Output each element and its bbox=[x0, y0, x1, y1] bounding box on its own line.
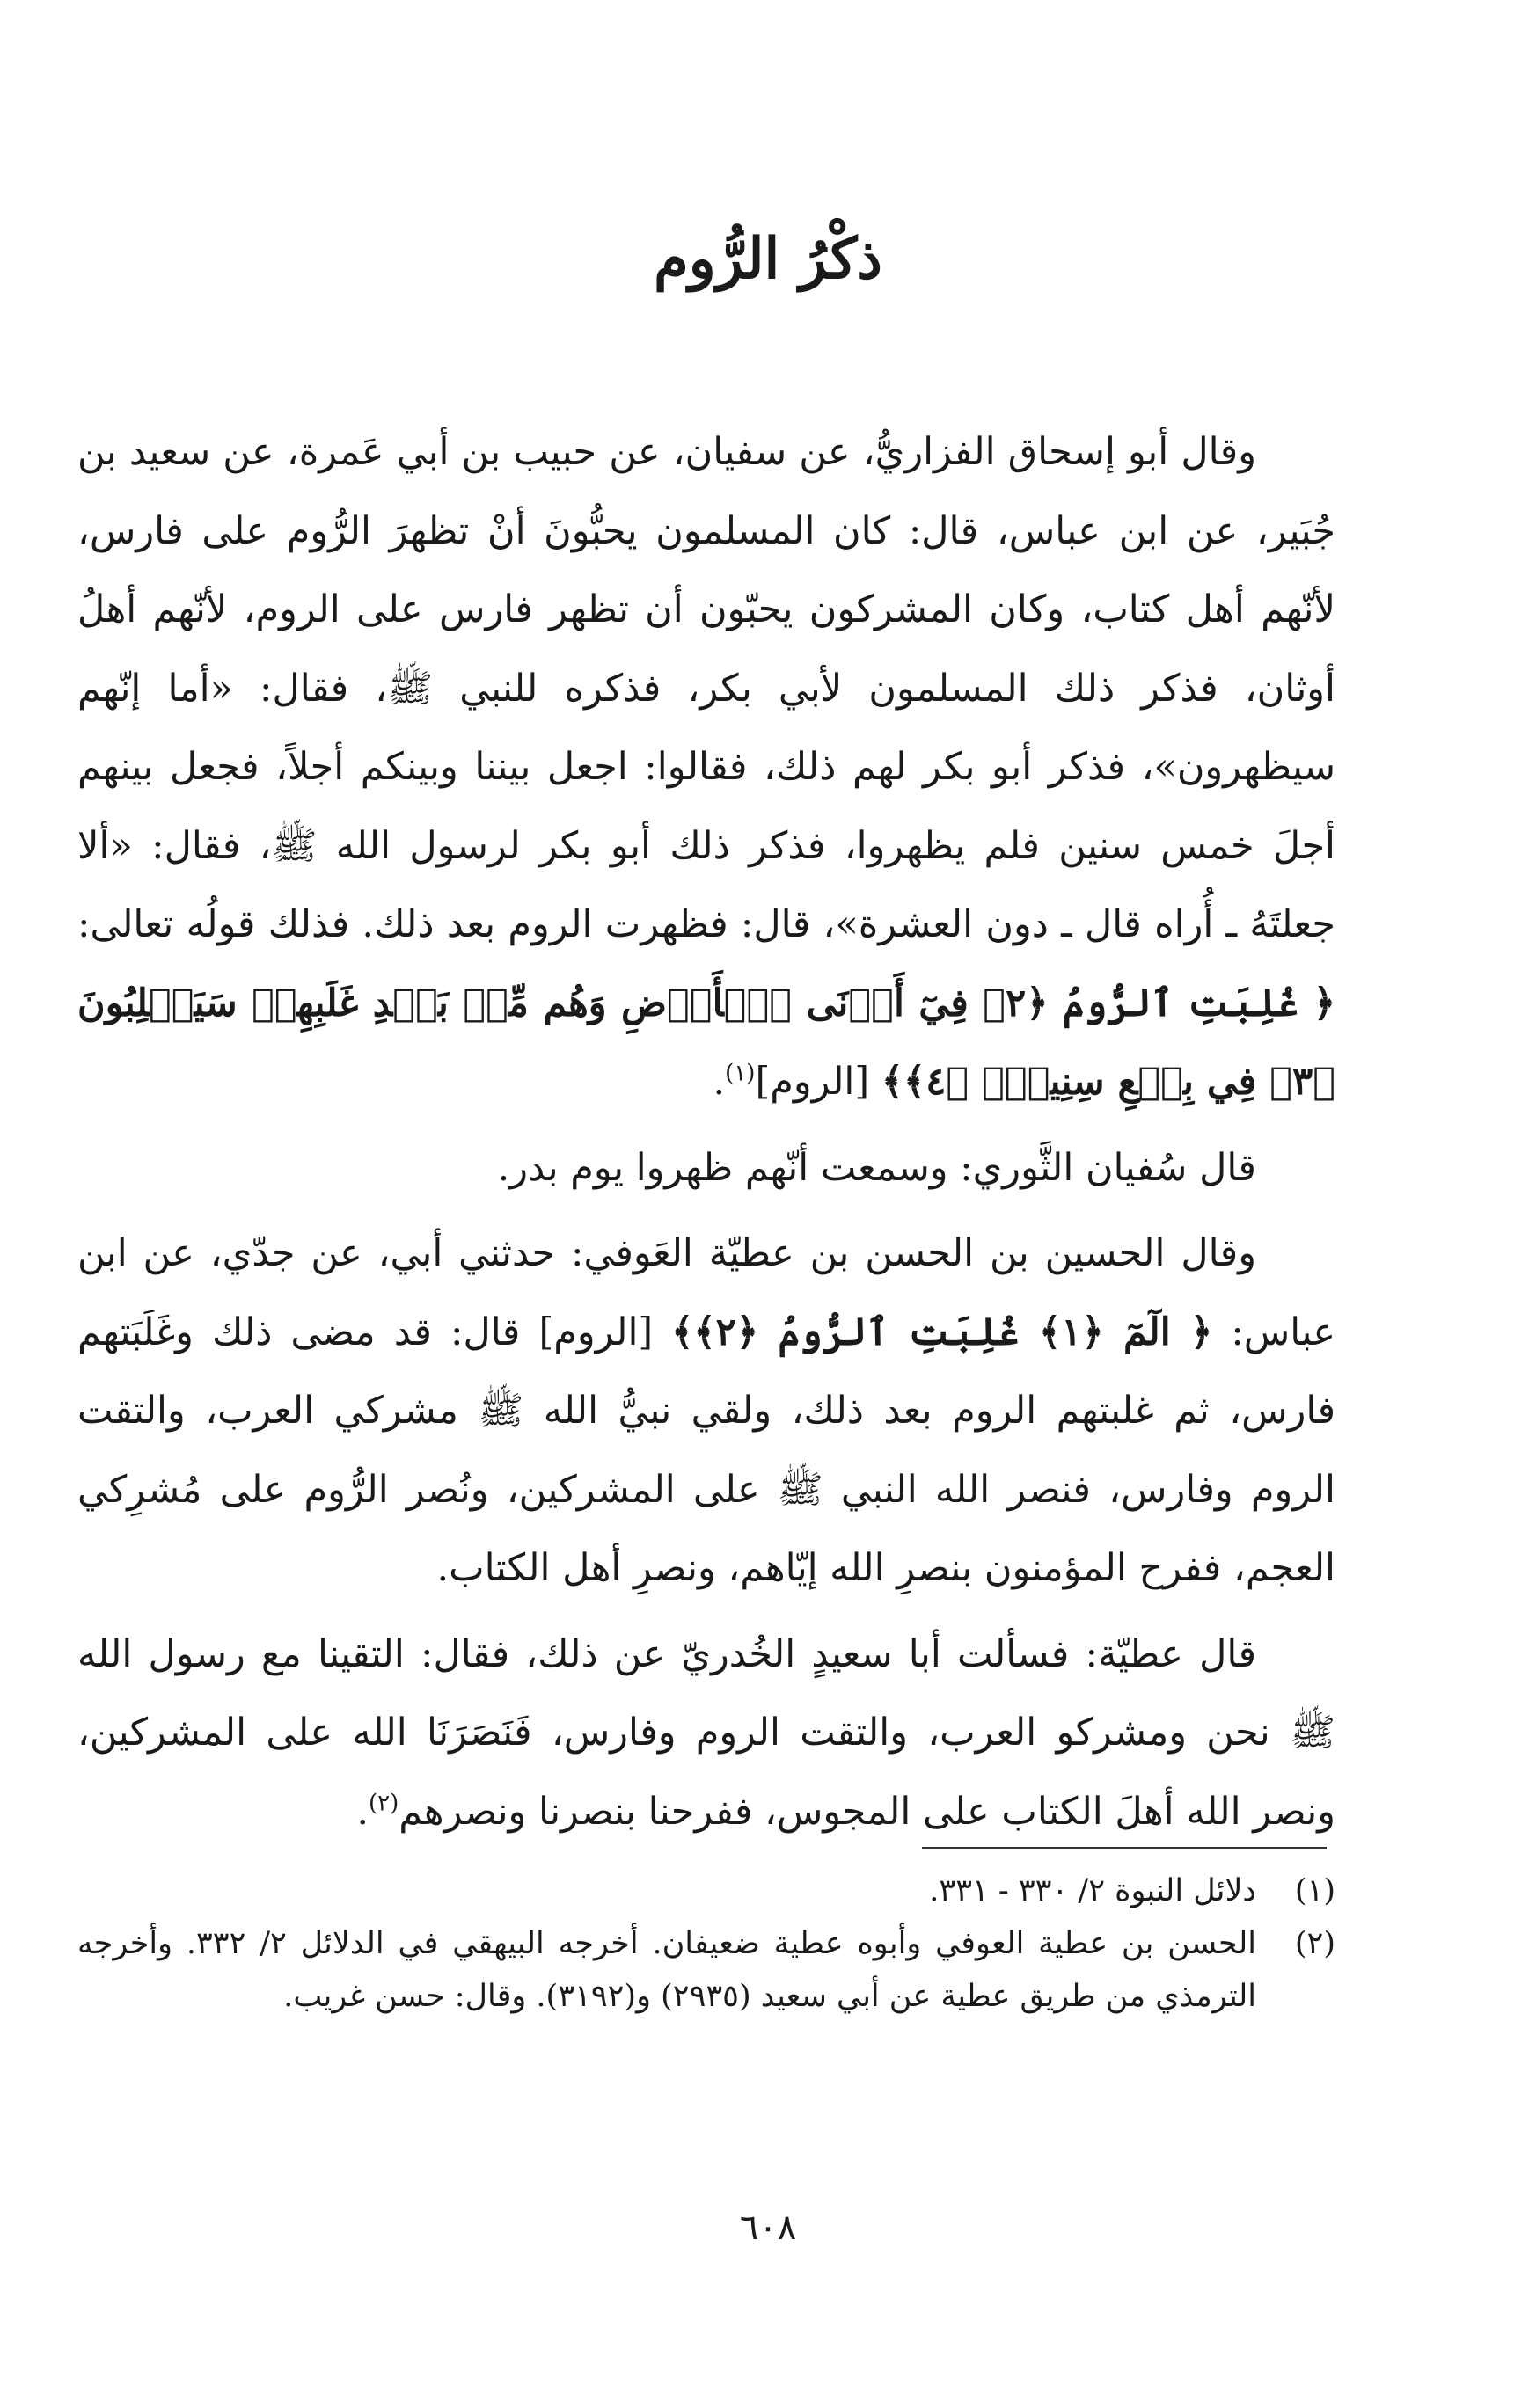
paragraph-1: وقال أبو إسحاق الفزاريُّ، عن سفيان، عن حبيب بن أبي عَمرة، عن سعيد بن جُبَير، عن ابن عباس، قال: كان المسلمون يحبُّونَ أنْ تظهرَ الرُّوم على فارس، لأنّهم أهل كتاب، وكان المشركون يحبّون أن تظهر فارس على الروم، لأنّهم أهلُ أوثان، فذكر ذلك المسلمون لأبي بكر، فذكره للنبي ﷺ، فقال: «أما إنّهم سيظهرون»، فذكر أبو بكر لهم ذلك، فقالوا: اجعل بيننا وبينكم أجلاً، فجعل بينهم أجلَ خمس سنين فلم يظهروا، فذكر ذلك أبو بكر لرسول الله ﷺ، فقال: «ألا جعلتَهُ ـ أُراه قال ـ دون العشرة»، قال: فظهرت الروم بعد ذلك. فذلك قولُه تعالى: ﴿ غُلِبَتِ ٱلرُّومُ ﴿٢﴾ فِيٓ أَدۡنَى ٱلۡأَرۡضِ وَهُم مِّنۢ بَعۡدِ غَلَبِهِمۡ سَيَغۡلِبُونَ ﴿٣﴾ فِي بِضۡعِ سِنِينَۗ ﴿٤﴾﴾ [الروم]$^{(١)}$. bbox=[77, 430, 1335, 1104]
paragraph-4: قال عطيّة: فسألت أبا سعيدٍ الخُدريّ عن ذلك، فقال: التقينا مع رسول الله ﷺ نحن ومشركو العرب، والتقت الروم وفارس، فَنَصَرَنَا الله على المشركين، ونصر الله أهلَ الكتاب على المجوس، ففرحنا بنصرنا ونصرهم$^{(٢)}$. bbox=[77, 1631, 1335, 1834]
paragraph-1-text: وقال أبو إسحاق الفزاريُّ، عن سفيان، عن حبيب بن أبي عَمرة، عن سعيد بن جُبَير، عن ابن عباس، قال: كان المسلمون يحبُّونَ أنْ تظهرَ الرُّوم على فارس، لأنّهم أهل كتاب، وكان المشركون يحبّون أن تظهر فارس على الروم، لأنّهم أهلُ أوثان، فذكر ذلك المسلمون لأبي بكر، فذكره للنبي ﷺ، فقال: «أما إنّهم سيظهرون»، فذكر أبو بكر لهم ذلك، فقالوا: اجعل بيننا وبينكم أجلاً، فجعل بينهم أجلَ خمس سنين فلم يظهروا، فذكر ذلك أبو بكر لرسول الله ﷺ، فقال: «ألا جعلتَهُ ـ أُراه قال ـ دون العشرة»، قال: فظهرت الروم بعد ذلك. فذلك قولُه تعالى: bbox=[77, 430, 1335, 946]
footnote-2-text: الحسن بن عطية العوفي وأبوه عطية ضعيفان. أخرجه البيهقي في الدلائل ٢/ ٣٣٢. وأخرجه الترمذي من طريق عطية عن أبي سعيد (٢٩٣٥) و(٣١٩٢). وقال: حسن غريب. bbox=[77, 1926, 1257, 2014]
quran-verse-1: ﴿ غُلِبَتِ ٱلرُّومُ ﴿٢﴾ فِيٓ أَدۡنَى ٱلۡأَرۡضِ وَهُم مِّنۢ بَعۡدِ غَلَبِهِمۡ سَيَغۡلِبُونَ ﴿٣﴾ فِي بِضۡعِ سِنِينَۗ ﴿٤﴾﴾ bbox=[77, 981, 1335, 1104]
paragraph-3-text: وقال الحسين بن الحسن بن عطيّة العَوفي: حدثني أبي، عن جدّي، عن ابن عباس: bbox=[77, 1231, 1336, 1354]
paragraph-4-text: قال عطيّة: فسألت أبا سعيدٍ الخُدريّ عن ذلك، فقال: التقينا مع رسول الله ﷺ نحن ومشركو العرب، والتقت الروم وفارس، فَنَصَرَنَا الله على المشركين، ونصر الله أهلَ الكتاب على المجوس، ففرحنا بنصرنا ونصرهم bbox=[77, 1631, 1335, 1834]
footnote-marker-1: (١) bbox=[725, 1060, 756, 1087]
quran-verse-2: ﴿ الٓمٓ ﴿١﴾ غُلِبَتِ ٱلرُّومُ ﴿٢﴾﴾ bbox=[671, 1310, 1213, 1354]
footnote-2 bbox=[77, 1917, 1335, 2023]
surah-reference-2: [الروم] bbox=[538, 1310, 654, 1354]
paragraph-2: قال سُفيان الثَّوري: وسمعت أنّهم ظهروا يوم بدر. bbox=[497, 1145, 1256, 1190]
page-number: ٦٠٨ bbox=[739, 2207, 797, 2248]
footnote-separator bbox=[922, 1847, 1327, 1849]
footnote-1-number: (١) bbox=[1294, 1873, 1335, 1908]
footnote-2-number: (٢) bbox=[1294, 1926, 1335, 1961]
chapter-title: ذكْرُ الرُّوم bbox=[654, 226, 882, 292]
paragraph-3 bbox=[77, 1215, 1335, 1609]
footnote-1 bbox=[77, 1864, 1335, 1917]
main-text bbox=[77, 413, 1335, 1851]
footnote-marker-2: (٢) bbox=[369, 1790, 399, 1817]
paragraph-3-continuation: قال: قد مضى ذلك وغَلَبَتهم فارس، ثم غلبتهم الروم بعد ذلك، ولقي نبيُّ الله ﷺ مشركي العرب، والتقت الروم وفارس، فنصر الله النبي ﷺ على المشركين، ونُصر الرُّوم على مُشرِكي العجم، ففرح المؤمنون بنصرِ الله إيّاهم، ونصرِ أهل الكتاب. bbox=[77, 1310, 1335, 1590]
footnote-1-text: دلائل النبوة ٢/ ٣٣٠ - ٣٣١. bbox=[929, 1873, 1256, 1908]
footnotes bbox=[77, 1864, 1335, 2023]
surah-reference-1: [الروم] bbox=[755, 1060, 870, 1104]
